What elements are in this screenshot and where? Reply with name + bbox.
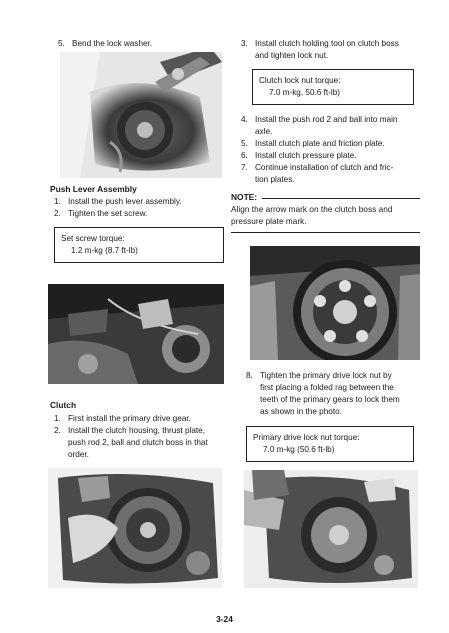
step-text-line: order. [68, 450, 89, 459]
note-text-line: Align the arrow mark on the clutch boss and [231, 205, 393, 214]
step-number: 5. [241, 139, 248, 148]
torque-label: Clutch lock nut torque: [259, 76, 341, 85]
step-text-line: as shown in the photo. [260, 407, 342, 416]
step-number: 1. [54, 197, 61, 206]
step-text-line: tion plates. [255, 175, 295, 184]
heading-push-lever-assembly: Push Lever Assembly [50, 184, 137, 194]
step-number: 7. [241, 163, 248, 172]
photo-clutch-boss [250, 246, 420, 360]
note-text-line: pressure plate mark. [231, 217, 307, 226]
step-number: 8. [246, 371, 253, 380]
torque-box-primary-drive [246, 426, 414, 462]
torque-value: 7.0 m-kg, 50.6 ft-lb) [269, 88, 340, 97]
heading-clutch: Clutch [50, 400, 77, 410]
step-number: 2. [54, 209, 61, 218]
step-text-line: Install the clutch housing, thrust plate, [68, 426, 205, 435]
torque-label: Primary drive lock nut torque: [253, 433, 360, 442]
step-bend-lock-washer [58, 38, 228, 49]
torque-value: 7.0 m-kg (50.6 ft-lb) [263, 445, 335, 454]
step-text-line: Tighten the primary drive lock nut by [260, 371, 392, 380]
clutch-step-2 [54, 425, 239, 460]
step-number: 5. [58, 39, 65, 48]
note-label: NOTE: [231, 192, 258, 202]
step-text: Install clutch plate and friction plate. [255, 139, 385, 148]
step-text-line: push rod 2, ball and clutch boss in that [68, 438, 208, 447]
torque-box-clutch-lock-nut [252, 69, 414, 105]
clutch-step-1 [54, 413, 234, 424]
step-continue-installation [241, 162, 431, 186]
photo-lock-washer [60, 52, 222, 178]
step-install-holding-tool [241, 38, 431, 62]
step-number: 2. [54, 426, 61, 435]
push-lever-step-1 [54, 196, 234, 207]
step-number: 6. [241, 151, 248, 160]
step-text: Tighten the set screw. [68, 209, 148, 218]
step-text: Install the push lever assembly. [68, 197, 182, 206]
photo-clutch-housing [48, 468, 222, 588]
note-bottom-rule [231, 232, 420, 233]
push-lever-step-2 [54, 208, 234, 219]
step-number: 4. [241, 115, 248, 124]
page-number: 3-24 [216, 614, 233, 624]
step-number: 1. [54, 414, 61, 423]
photo-primary-drive-rag [244, 470, 418, 588]
step-text-line: Continue installation of clutch and fric- [255, 163, 394, 172]
step-text: First install the primary drive gear. [68, 414, 191, 423]
step-install-clutch-plate [241, 138, 431, 149]
step-text: Install clutch pressure plate. [255, 151, 357, 160]
torque-value: 1.2 m-kg (8.7 ft-lb) [71, 246, 138, 255]
step-text-line: first placing a folded rag between the [260, 383, 394, 392]
step-text-line: and tighten lock nut. [255, 51, 329, 60]
torque-label: Set screw torque: [61, 234, 125, 243]
photo-push-lever [48, 284, 224, 384]
torque-box-set-screw [54, 227, 224, 263]
step-number: 3. [241, 39, 248, 48]
step-text-line: Install clutch holding tool on clutch boss [255, 39, 399, 48]
step-text-line: Install the push rod 2 and ball into main [255, 115, 398, 124]
step-text-line: axle. [255, 127, 273, 136]
note-top-rule [262, 198, 420, 199]
step-text-line: teeth of the primary gears to lock them [260, 395, 400, 404]
step-install-push-rod [241, 114, 431, 138]
step-text: Bend the lock washer. [72, 39, 153, 48]
step-install-pressure-plate [241, 150, 431, 161]
step-tighten-primary-drive [246, 370, 432, 418]
